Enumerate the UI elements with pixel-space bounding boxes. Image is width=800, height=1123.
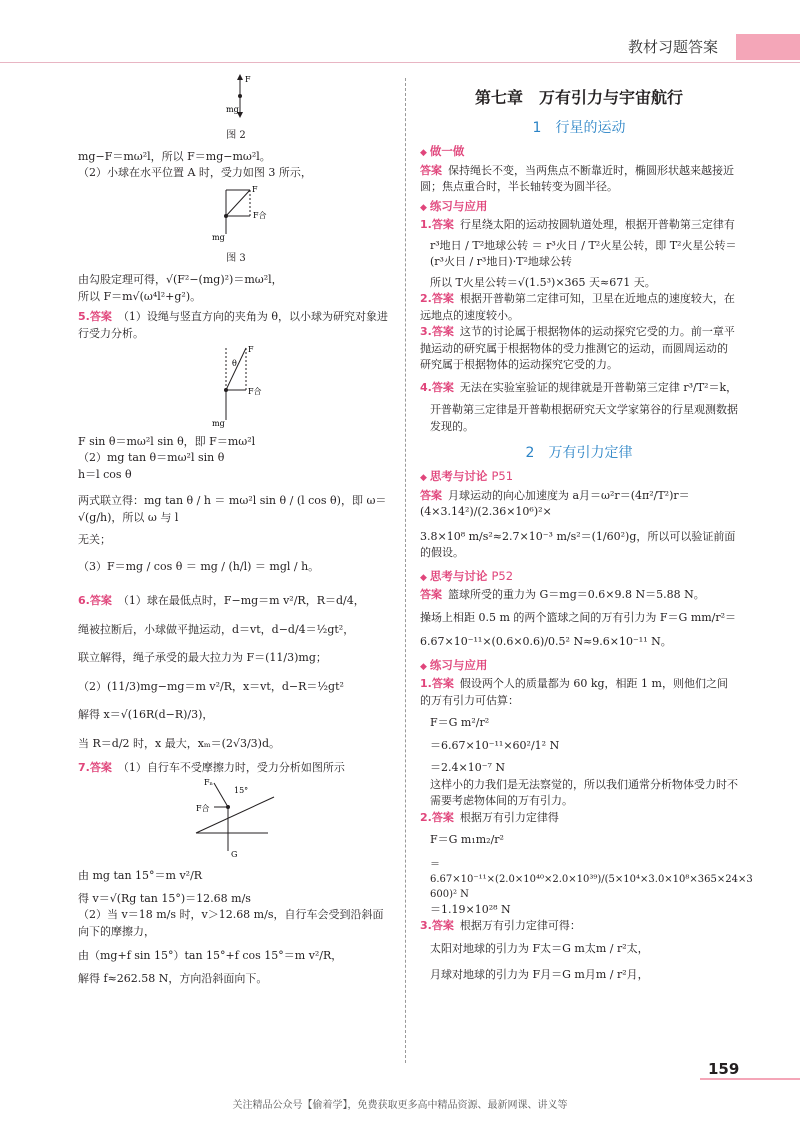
left-column — [78, 72, 394, 987]
q6-line-3: （2）(11/3)mg−mg＝m v²/R，x＝vt，d−R＝½gt² — [78, 679, 344, 693]
p3-line-2: 月球对地球的引力为 F月＝G m月m / r²月， — [430, 968, 649, 981]
fig3-caption: 图 3 — [226, 253, 246, 264]
r4-number: 4. — [420, 380, 432, 394]
p3-line-1: 太阳对地球的引力为 F太＝G m太m / r²太， — [430, 941, 649, 955]
q6-answer-label: 答案 — [89, 594, 112, 607]
page-number: 159 — [708, 1060, 740, 1078]
r3 — [420, 324, 738, 374]
fig2-label-f: F — [245, 75, 251, 84]
question-5 — [78, 309, 394, 342]
r2-number: 2. — [420, 292, 432, 305]
r1-result: 所以 T火星公转＝√(1.5³)×365 天≈671 天。 — [430, 275, 656, 289]
q5-line-1: F sin θ＝mω²l sin θ，即 F＝mω²l — [78, 434, 256, 448]
r3-answer-label: 答案 — [431, 325, 454, 338]
p3 — [420, 918, 738, 935]
header-rule — [0, 62, 800, 63]
fig7-label-fn: Fₙ — [204, 777, 214, 787]
p2-number: 2. — [420, 810, 432, 824]
r4-more: 开普勒第三定律是开普勒根据研究天文学家第谷的行星观测数据发现的。 — [430, 403, 738, 433]
q5-text: （1）设绳与竖直方向的夹角为 θ，以小球为研究对象进行受力分析。 — [78, 310, 388, 340]
chapter-title: 第七章 万有引力与宇宙航行 — [474, 88, 683, 107]
q5-answer-label: 答案 — [89, 310, 112, 323]
right-column — [420, 72, 753, 984]
s1-heading-try: ◆ 做一做 — [420, 144, 465, 158]
left-line-4: 所以 F＝m√(ω⁴l²+g²)。 — [78, 289, 202, 303]
r4-answer-label: 答案 — [431, 380, 454, 394]
p2-line-1: F＝G m₁m₂/r² — [430, 833, 504, 846]
s1-answer-text: 保持绳长不变，当两焦点不断靠近时，椭圆形状越来越接近圆；焦点重合时，半长轴转变为圆半径。 — [420, 163, 734, 193]
s2-a1-line-2: 3.8×10⁸ m/s²≈2.7×10⁻³ m/s²＝(1/60²)g，所以可以验证前面的假设。 — [420, 529, 736, 559]
page-ref-p51: P51 — [491, 469, 514, 483]
fig3-label-f: F — [252, 184, 258, 194]
section-2-title: 2 万有引力定律 — [525, 445, 633, 461]
s1-answer-label: 答案 — [420, 163, 442, 177]
diamond-icon: ◆ — [420, 473, 427, 483]
s2-heading-discuss-1: ◆ 思考与讨论 P51 — [420, 469, 514, 483]
figure-2 — [78, 72, 394, 120]
q7-line-3: （2）当 v＝18 m/s 时，v＞12.68 m/s，自行车会受到沿斜面向下的摩擦力， — [78, 908, 384, 938]
s2-a2-line-3: 6.67×10⁻¹¹×(0.6×0.6)/0.5² N≈9.6×10⁻¹¹ N。 — [420, 635, 672, 648]
r1-number: 1. — [420, 218, 432, 231]
p1-line-3: ＝2.4×10⁻⁷ N — [430, 761, 506, 774]
q5-line-3: h＝l cos θ — [78, 467, 132, 481]
s2-discuss-2-answer — [420, 587, 738, 604]
r1-equation: r³地日 / T²地球公转 ＝ r³火日 / T²火星公转，即 T²火星公转＝(r³火日 / r³地日)·T²地球公转 — [430, 238, 737, 268]
r2 — [420, 291, 738, 324]
p2-text: 根据万有引力定律得 — [459, 810, 559, 824]
s2-a2-text: 篮球所受的重力为 G＝mg＝0.6×9.8 N＝5.88 N。 — [448, 588, 705, 601]
figure-q7 — [78, 777, 394, 859]
r3-number: 3. — [420, 325, 432, 338]
s2-a1-label: 答案 — [420, 488, 442, 502]
r2-text: 根据开普勒第二定律可知，卫星在近地点的速度较大，在远地点的速度较小。 — [420, 292, 735, 322]
fig2-caption: 图 2 — [226, 129, 246, 141]
fig3-label-fhe: F合 — [253, 210, 267, 220]
p1-answer-label: 答案 — [431, 677, 454, 690]
s2-discuss-1-answer — [420, 488, 738, 521]
s1-try-answer — [420, 163, 738, 196]
fig2-label-mg: mg — [226, 105, 239, 114]
fig7-label-g: G — [231, 849, 238, 859]
q5-line-5: 无关； — [78, 533, 111, 546]
fig5-label-theta: θ — [232, 359, 237, 368]
p1-line-4: 这样小的力我们是无法察觉的，所以我们通常分析物体受力时不需要考虑物体间的万有引力。 — [430, 777, 738, 807]
q7-line-4: 由（mg+f sin 15°）tan 15°+f cos 15°＝m v²/R， — [78, 949, 343, 962]
q5-number: 5. — [78, 310, 90, 323]
question-6 — [78, 593, 394, 610]
p1-number: 1. — [420, 677, 432, 690]
r4-text: 无法在实验室验证的规律就是开普勒第三定律 r³/T²＝k， — [459, 380, 738, 394]
p1-text: 假设两个人的质量都为 60 kg，相距 1 m，则他们之间的万有引力可估算： — [420, 677, 728, 707]
s2-a2-line-2: 操场上相距 0.5 m 的两个篮球之间的万有引力为 F＝G mm/r²＝ — [420, 610, 737, 624]
s2-heading-discuss-2: ◆ 思考与讨论 P52 — [420, 568, 514, 583]
r2-answer-label: 答案 — [431, 292, 454, 305]
r1 — [420, 217, 738, 234]
q7-text: （1）自行车不受摩擦力时，受力分析如图所示 — [117, 761, 345, 774]
p3-text: 根据万有引力定律可得： — [459, 919, 581, 932]
left-line-1: mg−F＝mω²l，所以 F＝mg−mω²l。 — [78, 149, 271, 163]
p1 — [420, 676, 738, 709]
footer-note: 关注精品公众号【偷着学】，免费获取更多高中精品资源、最新网课、讲义等 — [232, 1100, 568, 1111]
fig7-label-fhe: F合 — [196, 803, 210, 813]
fig5-label-f: F — [248, 345, 254, 354]
p2-answer-label: 答案 — [431, 810, 454, 824]
q6-line-1: 绳被拉断后，小球做平抛运动，d＝vt，d−d/4＝½gt²， — [78, 622, 355, 636]
fig5-label-mg: mg — [212, 419, 225, 428]
r1-answer-label: 答案 — [431, 218, 454, 231]
left-line-3: 由勾股定理可得，√(F²−(mg)²)＝mω²l， — [78, 273, 283, 286]
page-number-rule — [700, 1078, 800, 1080]
s1-heading-practice: ◆ 练习与应用 — [420, 198, 488, 213]
q6-number: 6. — [78, 594, 90, 607]
section-1-title: 1 行星的运动 — [532, 120, 626, 136]
q7-line-2: 得 v＝√(Rg tan 15°)＝12.68 m/s — [78, 891, 251, 905]
p2-line-2: ＝6.67×10⁻¹¹×(2.0×10⁴⁰×2.0×10³⁹)/(5×10⁴×3.0×10⁸×365×24×3 600)² N — [430, 858, 753, 900]
p1-line-2: ＝6.67×10⁻¹¹×60²/1² N — [430, 738, 560, 752]
r1-text: 行星绕太阳的运动按圆轨道处理，根据开普勒第三定律有 — [459, 218, 735, 231]
p2 — [420, 810, 738, 827]
r3-text: 这节的讨论属于根据物体的运动探究它受的力。前一章平抛运动的研究属于根据物体的受力推测它的运动，而圆周运动的研究属于根据物体的运动探究它受的力。 — [420, 325, 735, 371]
q7-line-1: 由 mg tan 15°＝m v²/R — [78, 869, 203, 882]
question-7 — [78, 760, 394, 777]
q7-line-5: 解得 f≈262.58 N，方向沿斜面向下。 — [78, 971, 268, 985]
fig7-label-angle: 15° — [234, 785, 249, 795]
q6-line-5: 当 R＝d/2 时，x 最大，xₘ＝(2√3/3)d。 — [78, 736, 281, 750]
fig3-label-mg: mg — [212, 232, 225, 242]
q5-line-2: （2）mg tan θ＝mω²l sin θ — [78, 451, 225, 464]
figure-3 — [78, 182, 394, 244]
p1-line-1: F＝G m²/r² — [430, 716, 490, 729]
fig5-label-fhe: F合 — [248, 387, 262, 396]
figure-q5 — [78, 342, 394, 428]
page-ref-p52: P52 — [491, 568, 514, 583]
q6-text: （1）球在最低点时，F−mg＝m v²/R，R＝d/4， — [117, 594, 365, 607]
p2-line-3: ＝1.19×10²⁸ N — [430, 902, 511, 916]
column-divider — [405, 78, 406, 1063]
diamond-icon: ◆ — [420, 572, 427, 583]
s2-heading-practice: ◆ 练习与应用 — [420, 657, 488, 672]
diamond-icon: ◆ — [420, 661, 427, 672]
left-line-2: （2）小球在水平位置 A 时，受力如图 3 所示， — [78, 166, 312, 179]
q7-answer-label: 答案 — [89, 761, 112, 774]
q6-line-4: 解得 x＝√(16R(d−R)/3)， — [78, 708, 214, 721]
p3-number: 3. — [420, 919, 432, 932]
r4 — [420, 380, 738, 397]
header-tab-decoration — [736, 34, 800, 60]
s2-a2-label: 答案 — [420, 588, 442, 601]
diamond-icon: ◆ — [420, 202, 427, 213]
header-title: 教材习题答案 — [628, 38, 719, 56]
q7-number: 7. — [78, 761, 90, 774]
q5-line-4: 两式联立得：mg tan θ / h ＝ mω²l sin θ / (l cos θ)，即 ω＝√(g/h)，所以 ω 与 l — [78, 494, 387, 524]
diamond-icon: ◆ — [420, 148, 427, 158]
p3-answer-label: 答案 — [431, 919, 454, 932]
s2-a1-text: 月球运动的向心加速度为 a月＝ω²r＝(4π²/T²)r＝(4×3.14²)/(2.36×10⁶)²× — [420, 488, 690, 518]
q5-line-6: （3）F＝mg / cos θ ＝ mg / (h/l) ＝ mgl / h。 — [78, 559, 320, 573]
q6-line-2: 联立解得，绳子承受的最大拉力为 F＝(11/3)mg； — [78, 651, 327, 664]
